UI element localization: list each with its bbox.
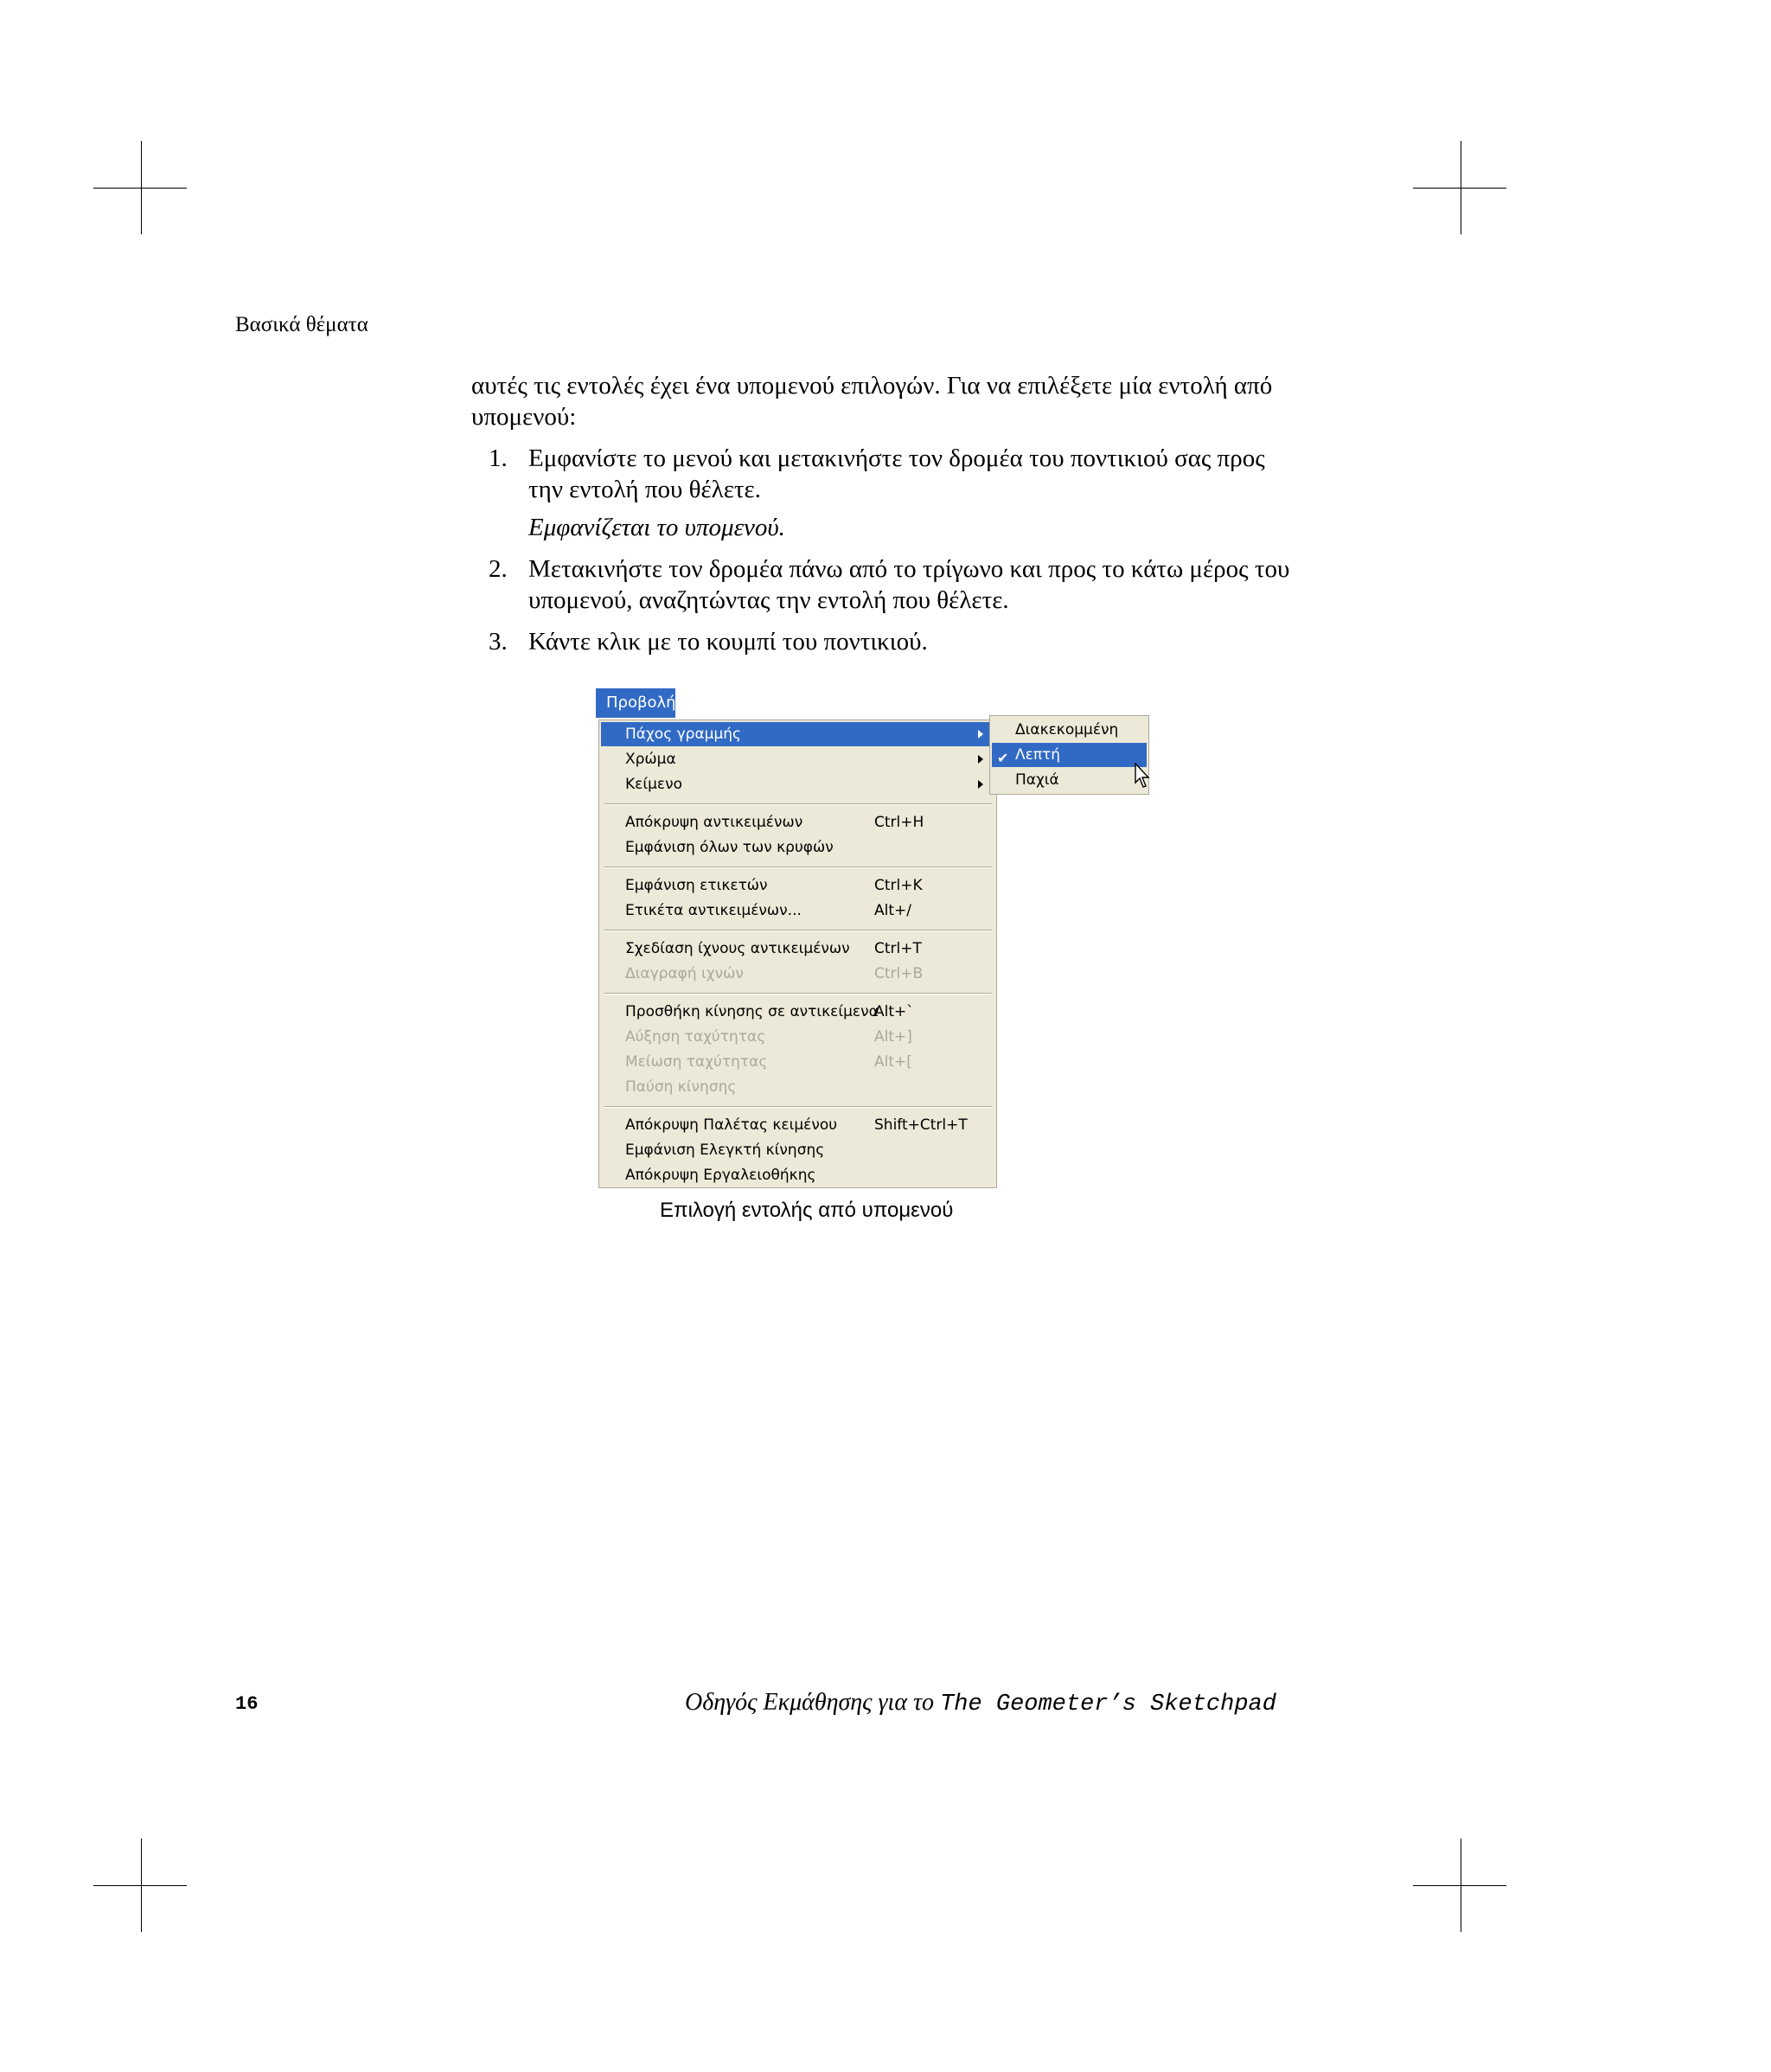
step-item <box>471 443 1293 543</box>
submenu-item-thick[interactable] <box>992 768 1147 792</box>
step-item <box>471 553 1293 616</box>
menu-title-view[interactable]: Προβολή <box>596 688 675 718</box>
crop-mark <box>1413 188 1506 189</box>
menu-item-shortcut: Ctrl+K <box>874 877 923 894</box>
figure-caption: Επιλογή εντολής από υπομενού <box>660 1199 954 1222</box>
line-width-submenu <box>989 715 1149 795</box>
submenu-item-thin[interactable] <box>992 743 1147 767</box>
check-icon: ✔ <box>997 750 1009 766</box>
menu-item-label: Κείμενο <box>625 776 682 793</box>
page-number: 16 <box>235 1693 259 1715</box>
body-text <box>471 370 1293 657</box>
menu-item-hide-toolbox[interactable] <box>601 1163 992 1187</box>
step-number: 1. <box>489 444 508 472</box>
menu-item-trace-objects[interactable] <box>601 937 992 961</box>
running-head: Βασικά θέματα <box>235 313 368 336</box>
menu-item-label: Σχεδίαση ίχνους αντικειμένων <box>625 940 850 957</box>
crop-mark <box>93 1885 187 1886</box>
crop-mark <box>1413 1885 1506 1886</box>
menu-item-label: Μείωση ταχύτητας <box>625 1053 768 1071</box>
menu-item-shortcut: Alt+] <box>874 1028 912 1046</box>
menu-separator <box>604 930 992 931</box>
submenu-item-label: Λεπτή <box>1015 746 1061 764</box>
menu-item-label: Προσθήκη κίνησης σε αντικείμενα <box>625 1003 879 1020</box>
menu-item-label: Εμφάνιση όλων των κρυφών <box>625 839 834 856</box>
crop-mark <box>141 1839 142 1932</box>
crop-mark <box>93 188 187 189</box>
step-text: Κάντε κλικ με το κουμπί του ποντικιού. <box>528 628 928 655</box>
steps-list <box>471 443 1293 657</box>
menu-item-label: Εμφάνιση ετικετών <box>625 877 768 894</box>
step-text: Εμφανίστε το μενού και μετακινήστε τον δρομέα του ποντικιού σας προς την εντολή που θέλετε. <box>528 444 1265 503</box>
menu-item-line-width[interactable] <box>601 722 992 746</box>
menu-item-shortcut: Alt+/ <box>874 902 911 919</box>
menu-item-increase-speed <box>601 1025 992 1049</box>
menu-item-decrease-speed <box>601 1050 992 1074</box>
menu-item-label: Διαγραφή ιχνών <box>625 965 744 982</box>
step-item <box>471 626 1293 657</box>
menu-item-hide-objects[interactable] <box>601 810 992 835</box>
menu-item-shortcut: Ctrl+H <box>874 814 924 831</box>
menu-item-shortcut: Ctrl+T <box>874 940 922 957</box>
intro-paragraph: αυτές τις εντολές έχει ένα υπομενού επιλογών. Για να επιλέξετε μία εντολή από υπομενού: <box>471 372 1273 431</box>
menu-item-animate-objects[interactable] <box>601 1000 992 1024</box>
menu-item-label: Εμφάνιση Ελεγκτή κίνησης <box>625 1142 825 1159</box>
menu-item-show-all-hidden[interactable] <box>601 835 992 860</box>
submenu-arrow-icon <box>978 755 983 764</box>
view-menu <box>598 719 997 1188</box>
menu-item-label: Παύση κίνησης <box>625 1078 737 1096</box>
submenu-item-label: Διακεκομμένη <box>1015 721 1119 739</box>
step-result: Εμφανίζεται το υπομενού. <box>528 514 785 541</box>
crop-mark <box>141 141 142 234</box>
submenu-arrow-icon <box>978 780 983 789</box>
menu-item-erase-traces <box>601 962 992 986</box>
menu-item-label: Απόκρυψη Παλέτας κειμένου <box>625 1116 838 1134</box>
submenu-item-dashed[interactable] <box>992 718 1147 742</box>
menu-item-label: Χρώμα <box>625 751 676 768</box>
submenu-item-label: Παχιά <box>1015 771 1059 789</box>
step-number: 2. <box>489 555 508 583</box>
step-number: 3. <box>489 628 508 655</box>
footer-title <box>685 1689 1276 1717</box>
submenu-arrow-icon <box>978 730 983 739</box>
menu-item-shortcut: Shift+Ctrl+T <box>874 1116 968 1134</box>
menu-separator <box>604 1106 992 1108</box>
menu-item-text[interactable] <box>601 772 992 796</box>
menu-item-show-labels[interactable] <box>601 873 992 898</box>
menu-item-label-objects[interactable] <box>601 899 992 923</box>
menu-item-label: Πάχος γραμμής <box>625 726 742 743</box>
menu-separator <box>604 993 992 994</box>
mouse-pointer-icon <box>1135 763 1150 789</box>
menu-item-label: Απόκρυψη Εργαλειοθήκης <box>625 1167 816 1184</box>
menu-item-color[interactable] <box>601 747 992 771</box>
menu-item-pause-animation <box>601 1075 992 1099</box>
footer-title-product: The Geometer’s Sketchpad <box>940 1691 1276 1717</box>
menu-separator <box>604 803 992 805</box>
menu-item-label: Ετικέτα αντικειμένων... <box>625 902 802 919</box>
menu-item-shortcut: Alt+` <box>874 1003 914 1020</box>
menu-screenshot <box>596 688 1149 1192</box>
step-text: Μετακινήστε τον δρομέα πάνω από το τρίγωνο και προς το κάτω μέρος του υπομενού, αναζητώντας την εντολή που θέλετε. <box>528 555 1290 614</box>
menu-separator <box>604 867 992 868</box>
menu-item-hide-text-palette[interactable] <box>601 1113 992 1137</box>
menu-item-shortcut: Alt+[ <box>874 1053 912 1071</box>
menu-item-show-motion-controller[interactable] <box>601 1138 992 1162</box>
menu-item-shortcut: Ctrl+B <box>874 965 924 982</box>
menu-item-label: Απόκρυψη αντικειμένων <box>625 814 803 831</box>
menu-item-label: Αύξηση ταχύτητας <box>625 1028 766 1046</box>
footer-title-prefix: Οδηγός Εκμάθησης για το <box>685 1689 935 1716</box>
